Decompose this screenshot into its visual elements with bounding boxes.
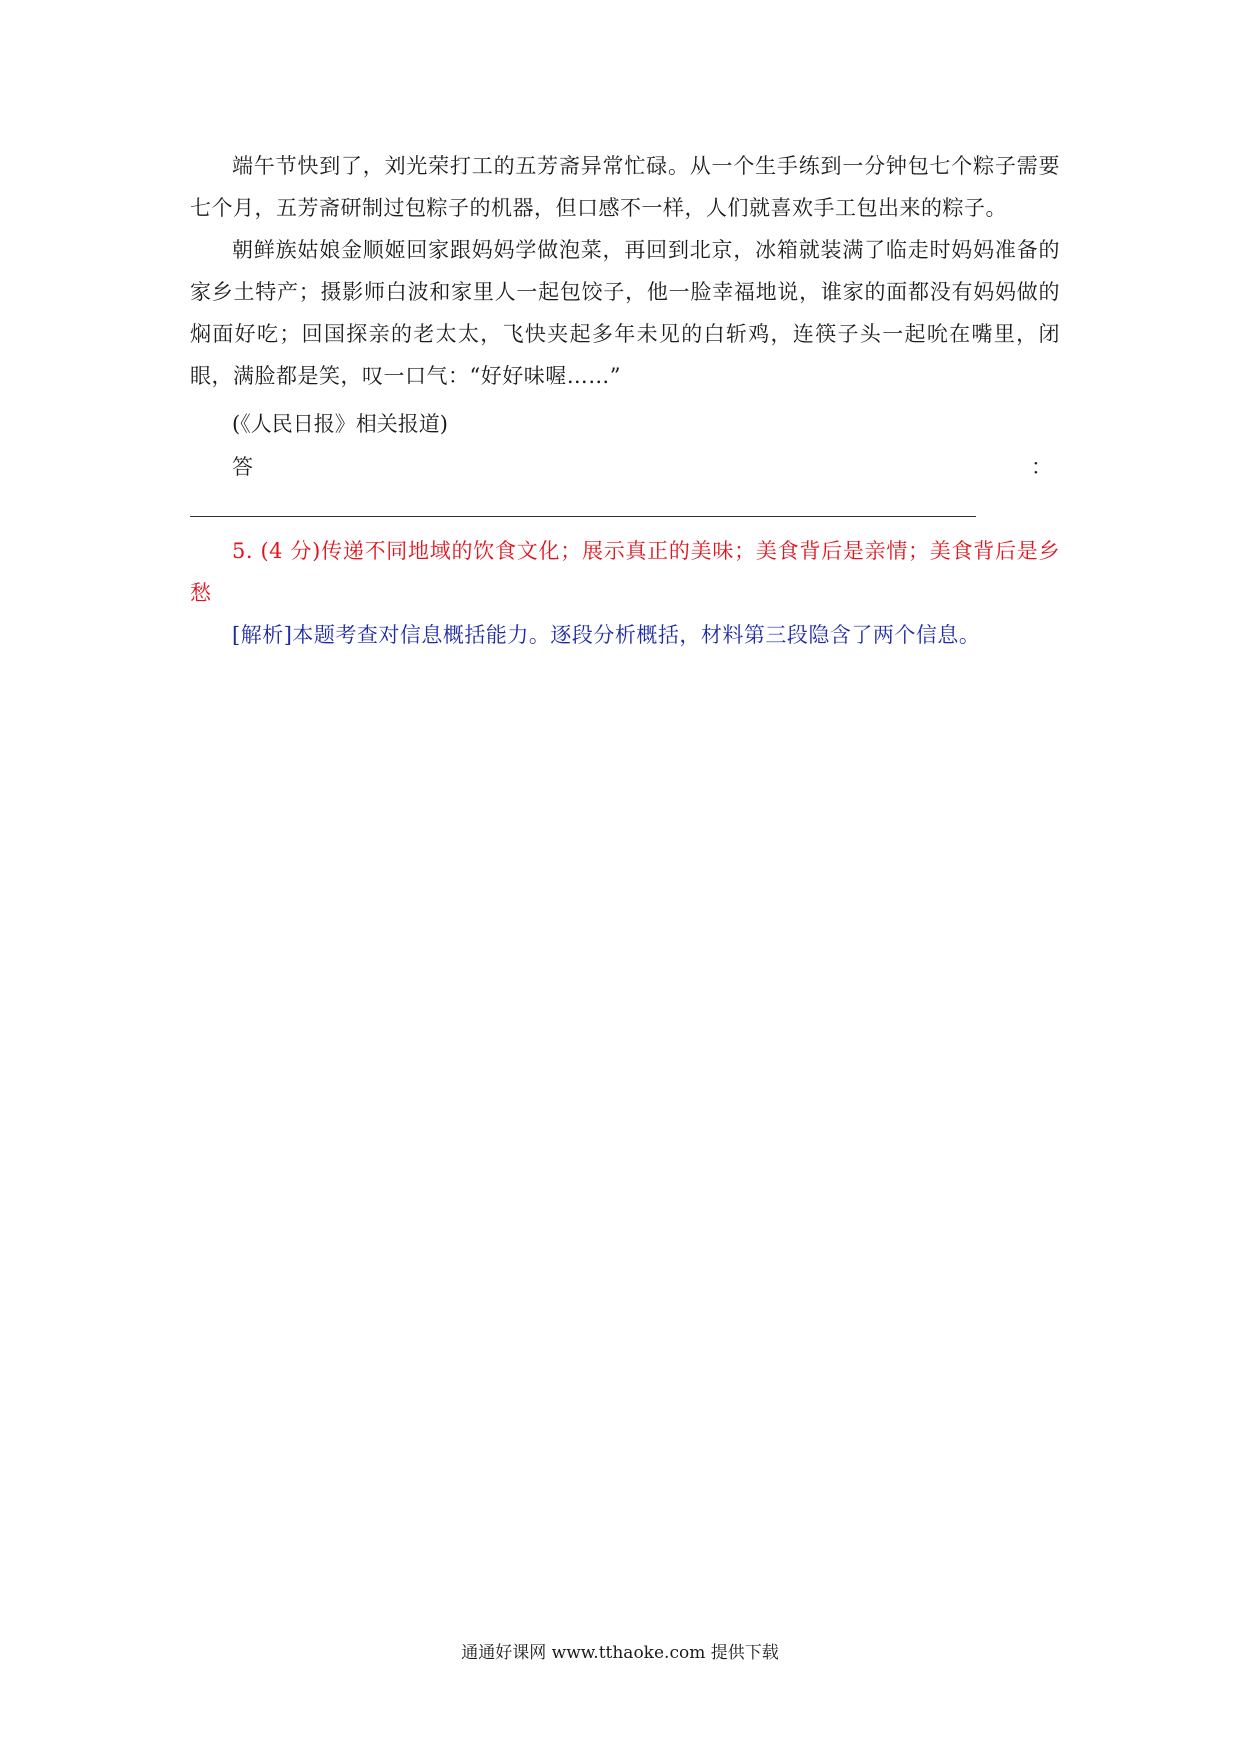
analysis-note: [解析]本题考查对信息概括能力。逐段分析概括，材料第三段隐含了两个信息。	[232, 623, 981, 647]
answer-key: 5. (4 分)传递不同地域的饮食文化；展示真正的美味；美食背后是亲情；美食背后是乡愁	[190, 539, 1060, 605]
material-paragraph-1: 端午节快到了，刘光荣打工的五芳斋异常忙碌。从一个生手练到一分钟包七个粽子需要七个月，五芳斋研制过包粽子的机器，但口感不一样，人们就喜欢手工包出来的粽子。	[190, 154, 1060, 220]
material-paragraph-2: 朝鲜族姑娘金顺姬回家跟妈妈学做泡菜，再回到北京，冰箱就装满了临走时妈妈准备的家乡土特产；摄影师白波和家里人一起包饺子，他一脸幸福地说，谁家的面都没有妈妈做的焖面好吃；回国探亲的老太太，飞快夹起多年未见的白斩鸡，连筷子头一起吮在嘴里，闭眼，满脸都是笑，叹一口气：“好好味喔……”	[190, 238, 1060, 388]
answer-colon: ：	[1031, 455, 1052, 479]
answer-label: 答	[232, 455, 253, 479]
answer-blank-line	[190, 516, 976, 517]
page-footer: 通通好课网 www.tthaoke.com 提供下载	[461, 1643, 779, 1663]
source-citation: (《人民日报》相关报道)	[232, 412, 448, 436]
